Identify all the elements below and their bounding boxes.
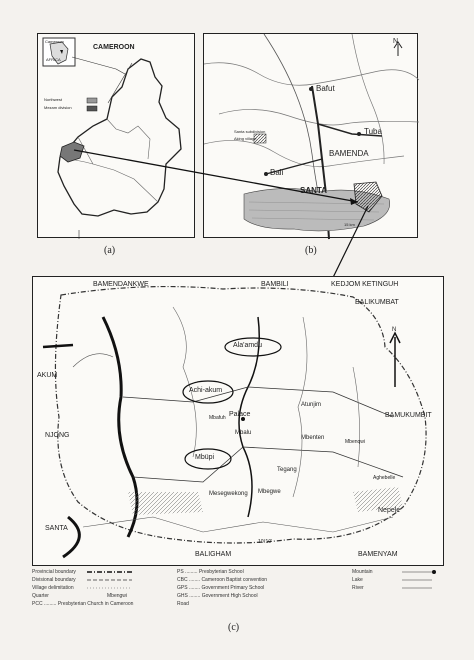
boundary-bambili: BAMBILI (261, 281, 289, 288)
village-mbalu: Mbalu (235, 430, 252, 436)
town-bafut: Bafut (316, 84, 335, 93)
village-mesegwekong: Mesegwekong (209, 491, 248, 497)
boundary-baligham: BALIGHAM (195, 551, 232, 558)
village-mbegwe: Mbegwe (258, 489, 281, 495)
inset-continent-label: AFRICA (46, 57, 61, 62)
legend-divisional-boundary: Divisional boundary (32, 577, 76, 583)
village-mbenqwi: Mbenqwi (345, 439, 366, 445)
legend-ps: PS ......... Presbyterian School (177, 569, 244, 575)
boundary-bamukumbit: BAMUKUMBIT (385, 412, 432, 419)
legend-santa-subdivision: Santa subdivision (234, 129, 266, 134)
village-palace: Palace (229, 411, 251, 418)
village-tegang: Tegang (277, 467, 297, 473)
legend-quarter: Quarter (32, 593, 49, 599)
caption-b: (b) (305, 245, 317, 256)
legend-mezam: Mezam division (44, 105, 72, 110)
legend-northwest: Northwest (44, 97, 63, 102)
village-mbenten: Mbenten (301, 435, 325, 441)
boundary-balikumbat: BALIKUMBAT (355, 299, 399, 306)
boundary-santa: SANTA (45, 525, 68, 532)
boundary-njong: NJONG (45, 432, 70, 439)
legend-provincial-boundary: Provincial boundary (32, 569, 76, 575)
legend-ghs: GHS ........ Government High School (177, 593, 258, 599)
legend-village-delimitation: Village delimitation (32, 585, 74, 591)
legend-aking-village: Aking village (234, 136, 257, 141)
village-achi-akum: Achi-akum (189, 387, 223, 394)
town-santa: SANTA (300, 186, 327, 195)
town-bali: Bali (270, 168, 284, 177)
legend-gps: GPS ........ Government Primary School (177, 585, 265, 591)
caption-c: (c) (228, 622, 240, 633)
map-legend (32, 569, 444, 613)
legend-mountain: Mountain (352, 569, 373, 575)
coordinate-label: 10°10' (258, 539, 273, 545)
boundary-kedjom-ketinguh: KEDJOM KETINGUH (331, 281, 399, 288)
legend-symbols (32, 569, 444, 613)
legend-river: River (352, 585, 364, 591)
village-mbafuh: Mbafuh (209, 415, 226, 421)
panel-c-frame (32, 276, 444, 566)
town-bamenda: BAMENDA (329, 149, 369, 158)
village-mbupi: Mbüpi (195, 454, 215, 461)
caption-a: (a) (104, 245, 116, 256)
legend-pcc: PCC ......... Presbyterian Church in Cameroon (32, 601, 134, 607)
inset-country-label: Cameroon (45, 39, 64, 44)
village-aghebelle: Aghebelle (373, 475, 396, 481)
village-atunjim: Atunjim (301, 402, 322, 408)
boundary-bamenyam: BAMENYAM (358, 551, 398, 558)
study-area-map (33, 277, 445, 567)
legend-road: Road (177, 601, 189, 607)
scale-label: 15 km (344, 222, 355, 227)
village-alaamdu: Ala'amdu (233, 342, 262, 349)
legend-lake: Lake (352, 577, 363, 583)
legend-sample-mbengwi: Mbengwi (107, 593, 128, 599)
village-nepele: Nepele (378, 507, 401, 514)
country-label: CAMEROON (93, 44, 135, 51)
north-arrow-label: N (393, 38, 399, 45)
north-arrow-c: N (392, 327, 397, 333)
boundary-akum: AKUM (37, 372, 58, 379)
boundary-bamendankwe: BAMENDANKWE (93, 281, 149, 288)
town-tuba: Tuba (364, 127, 382, 136)
legend-cbc: CBC ........ Cameroon Baptist convention (177, 577, 268, 583)
